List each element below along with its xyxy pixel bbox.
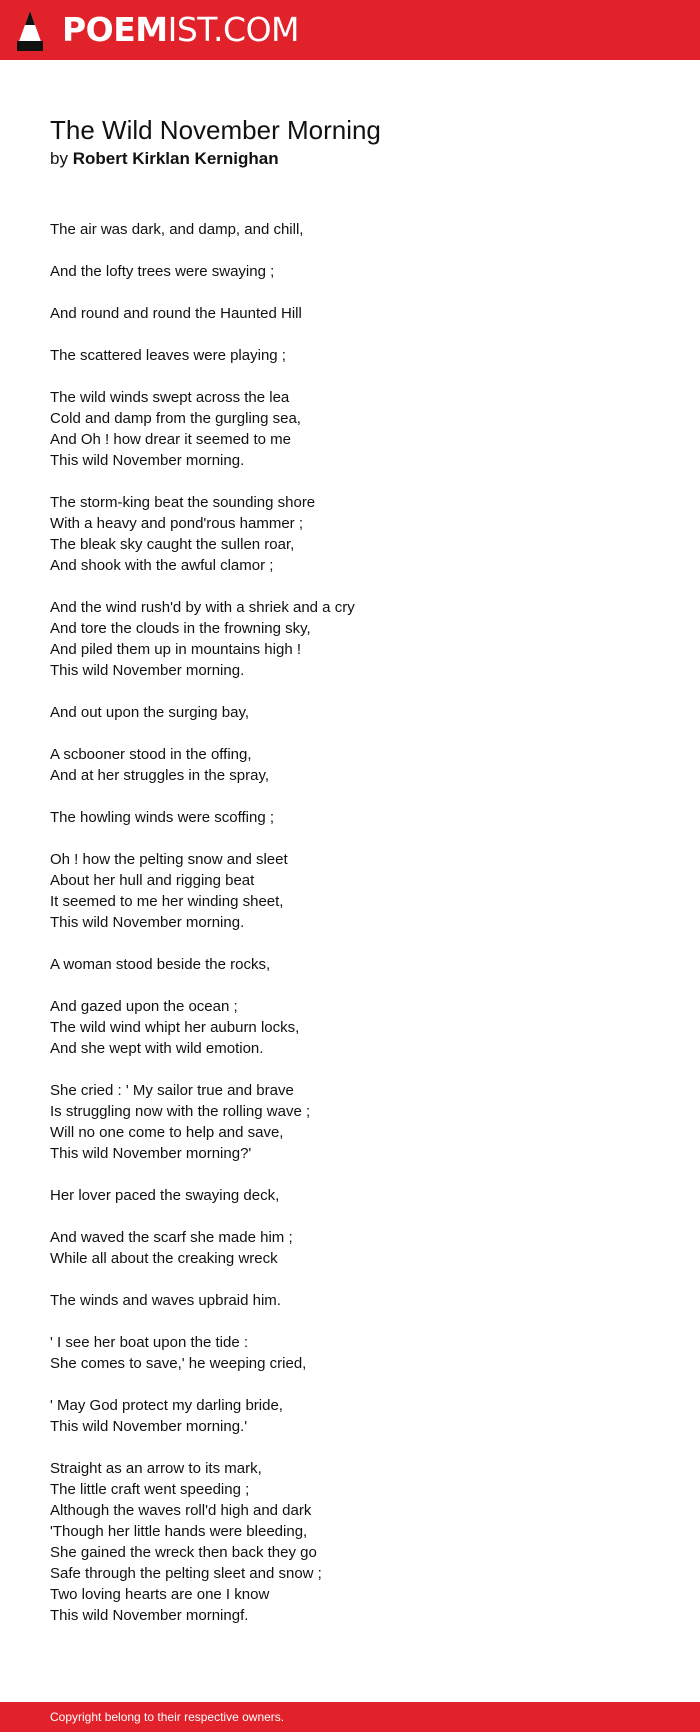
poem-line: And gazed upon the ocean ; <box>50 998 238 1015</box>
poem-stanza <box>50 1290 650 1311</box>
poem-line: The air was dark, and damp, and chill, <box>50 221 304 238</box>
poem-line: And waved the scarf she made him ; <box>50 1229 293 1246</box>
poem-line: A woman stood beside the rocks, <box>50 956 271 973</box>
poem-stanza <box>50 1395 650 1437</box>
poem-line: And the wind rush'd by with a shriek and a cry <box>50 599 355 616</box>
poem-line: And tore the clouds in the frowning sky, <box>50 620 311 637</box>
poem-stanza <box>50 954 650 975</box>
poem-line: Cold and damp from the gurgling sea, <box>50 410 301 427</box>
poem-line: This wild November morning. <box>50 452 245 469</box>
poem-line: Her lover paced the swaying deck, <box>50 1187 280 1204</box>
poem-stanza <box>50 849 650 933</box>
poem-line: This wild November morning. <box>50 662 245 679</box>
copyright-text: Copyright belong to their respective owners. <box>50 1710 285 1724</box>
poem-stanza <box>50 1080 650 1164</box>
poem-stanza <box>50 1332 650 1374</box>
poem-line: She cried : ' My sailor true and brave <box>50 1082 294 1099</box>
byline <box>50 148 279 170</box>
poem-line: A scbooner stood in the offing, <box>50 746 252 763</box>
poem-line: And shook with the awful clamor ; <box>50 557 274 574</box>
poem-line: This wild November morning. <box>50 914 245 931</box>
poem-line: Oh ! how the pelting snow and sleet <box>50 851 288 868</box>
poem-line: She comes to save,' he weeping cried, <box>50 1355 307 1372</box>
poem-stanza <box>50 597 650 681</box>
poem-line: Although the waves roll'd high and dark <box>50 1502 312 1519</box>
poem-stanza <box>50 492 650 576</box>
author-name: Robert Kirklan Kernighan <box>72 149 279 168</box>
poem-body <box>50 219 650 1647</box>
site-header <box>0 0 700 60</box>
poem-stanza <box>50 303 650 324</box>
poem-line: ' I see her boat upon the tide : <box>50 1334 249 1351</box>
poem-stanza <box>50 1227 650 1269</box>
poem-stanza <box>50 219 650 240</box>
poem-line: This wild November morning?' <box>50 1145 252 1162</box>
poem-line: Two loving hearts are one I know <box>50 1586 270 1603</box>
poem-stanza <box>50 345 650 366</box>
poem-line: The wild winds swept across the lea <box>50 389 290 406</box>
by-label: by <box>50 149 68 168</box>
poem-stanza <box>50 807 650 828</box>
poem-line: The storm-king beat the sounding shore <box>50 494 316 511</box>
poem-line: The howling winds were scoffing ; <box>50 809 275 826</box>
site-footer <box>0 1702 700 1732</box>
poem-stanza <box>50 1458 650 1626</box>
poem-line: This wild November morning.' <box>50 1418 248 1435</box>
poem-line: Will no one come to help and save, <box>50 1124 284 1141</box>
poem-line: Straight as an arrow to its mark, <box>50 1460 262 1477</box>
poem-line: Is struggling now with the rolling wave ; <box>50 1103 311 1120</box>
poem-line: And she wept with wild emotion. <box>50 1040 264 1057</box>
poem-stanza <box>50 1185 650 1206</box>
poem-line: And the lofty trees were swaying ; <box>50 263 275 280</box>
poem-stanza <box>50 261 650 282</box>
poem-line: While all about the creaking wreck <box>50 1250 278 1267</box>
logo-light-text: IST.COM <box>167 10 300 49</box>
poem-line: This wild November morningf. <box>50 1607 249 1624</box>
poem-title: The Wild November Morning <box>50 115 381 145</box>
poem-line: The scattered leaves were playing ; <box>50 347 286 364</box>
poem-line: ' May God protect my darling bride, <box>50 1397 283 1414</box>
poem-line: 'Though her little hands were bleeding, <box>50 1523 308 1540</box>
poem-stanza <box>50 702 650 723</box>
poem-stanza <box>50 996 650 1059</box>
poem-line: The little craft went speeding ; <box>50 1481 250 1498</box>
logo-bold-text: POEM <box>62 10 168 49</box>
poem-line: The bleak sky caught the sullen roar, <box>50 536 295 553</box>
poem-line: And at her struggles in the spray, <box>50 767 270 784</box>
poem-stanza <box>50 387 650 471</box>
pencil-tip-icon <box>17 11 43 51</box>
poem-line: And Oh ! how drear it seemed to me <box>50 431 291 448</box>
poem-line: The wild wind whipt her auburn locks, <box>50 1019 300 1036</box>
poem-line: She gained the wreck then back they go <box>50 1544 317 1561</box>
poem-line: And out upon the surging bay, <box>50 704 250 721</box>
poem-line: With a heavy and pond'rous hammer ; <box>50 515 303 532</box>
poem-line: The winds and waves upbraid him. <box>50 1292 281 1309</box>
poem-line: About her hull and rigging beat <box>50 872 255 889</box>
poem-line: And piled them up in mountains high ! <box>50 641 301 658</box>
poem-stanza <box>50 744 650 786</box>
site-logo-link[interactable] <box>62 11 299 49</box>
poem-line: Safe through the pelting sleet and snow ; <box>50 1565 322 1582</box>
poem-line: It seemed to me her winding sheet, <box>50 893 284 910</box>
poem-line: And round and round the Haunted Hill <box>50 305 302 322</box>
